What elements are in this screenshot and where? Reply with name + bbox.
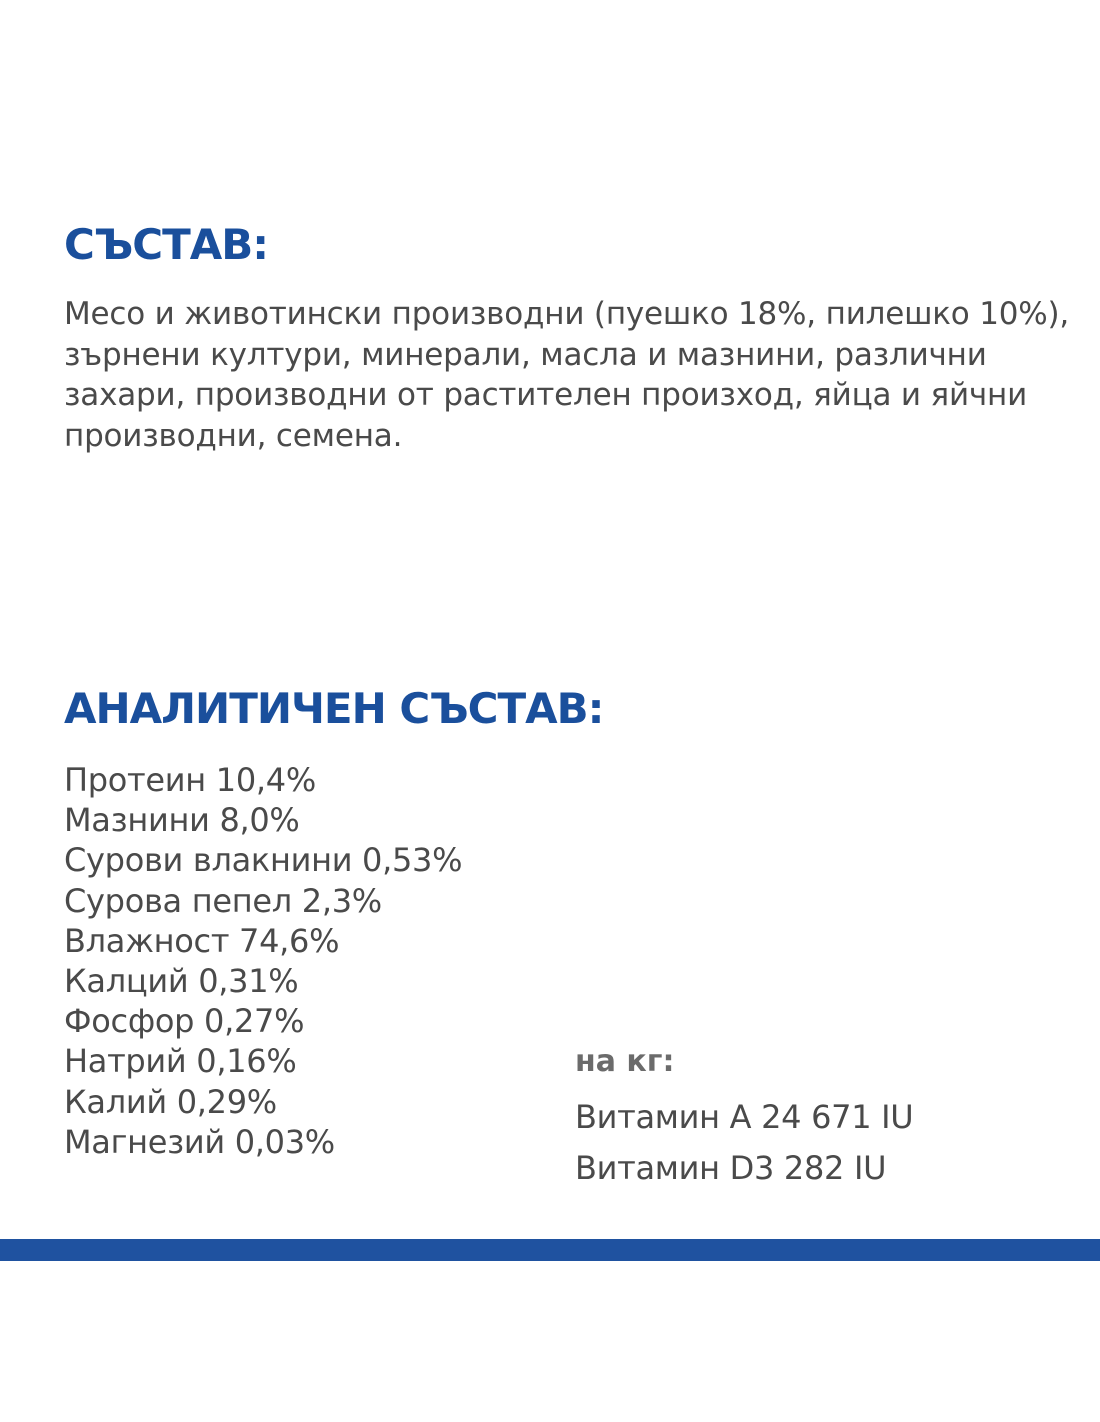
- analytical-item-magnesium: Магнезий 0,03%: [64, 1122, 335, 1161]
- analytical-item-ash: Сурова пепел 2,3%: [64, 881, 382, 920]
- composition-heading: СЪСТАВ:: [64, 220, 269, 269]
- analytical-item-fiber: Сурови влакнини 0,53%: [64, 841, 463, 880]
- analytical-item-moisture: Влажност 74,6%: [64, 921, 340, 960]
- analytical-heading: АНАЛИТИЧЕН СЪСТАВ:: [64, 684, 604, 733]
- vitamin-list: [575, 1092, 913, 1194]
- analytical-item-potassium: Калий 0,29%: [64, 1082, 277, 1121]
- analytical-item-fat: Мазнини 8,0%: [64, 801, 300, 840]
- per-kg-label: на кг:: [575, 1044, 675, 1079]
- analytical-item-protein: Протеин 10,4%: [64, 761, 316, 799]
- analytical-item-phosphorus: Фосфор 0,27%: [64, 1002, 305, 1041]
- analytical-list: [64, 760, 462, 1162]
- analytical-item-calcium: Калций 0,31%: [64, 962, 299, 1001]
- analytical-item-sodium: Натрий 0,16%: [64, 1042, 297, 1081]
- footer-stripe: [0, 1239, 1100, 1261]
- vitamin-item-d3: Витамин D3 282 IU: [575, 1149, 887, 1187]
- vitamin-item-a: Витамин A 24 671 IU: [575, 1098, 914, 1136]
- composition-text: Месо и животински производни (пуешко 18%, пилешко 10%), зърнени култури, минерали, масла и мазнини, различни захари, производни от растителен произход, яйца и яйчни производни, семена.: [64, 296, 1070, 454]
